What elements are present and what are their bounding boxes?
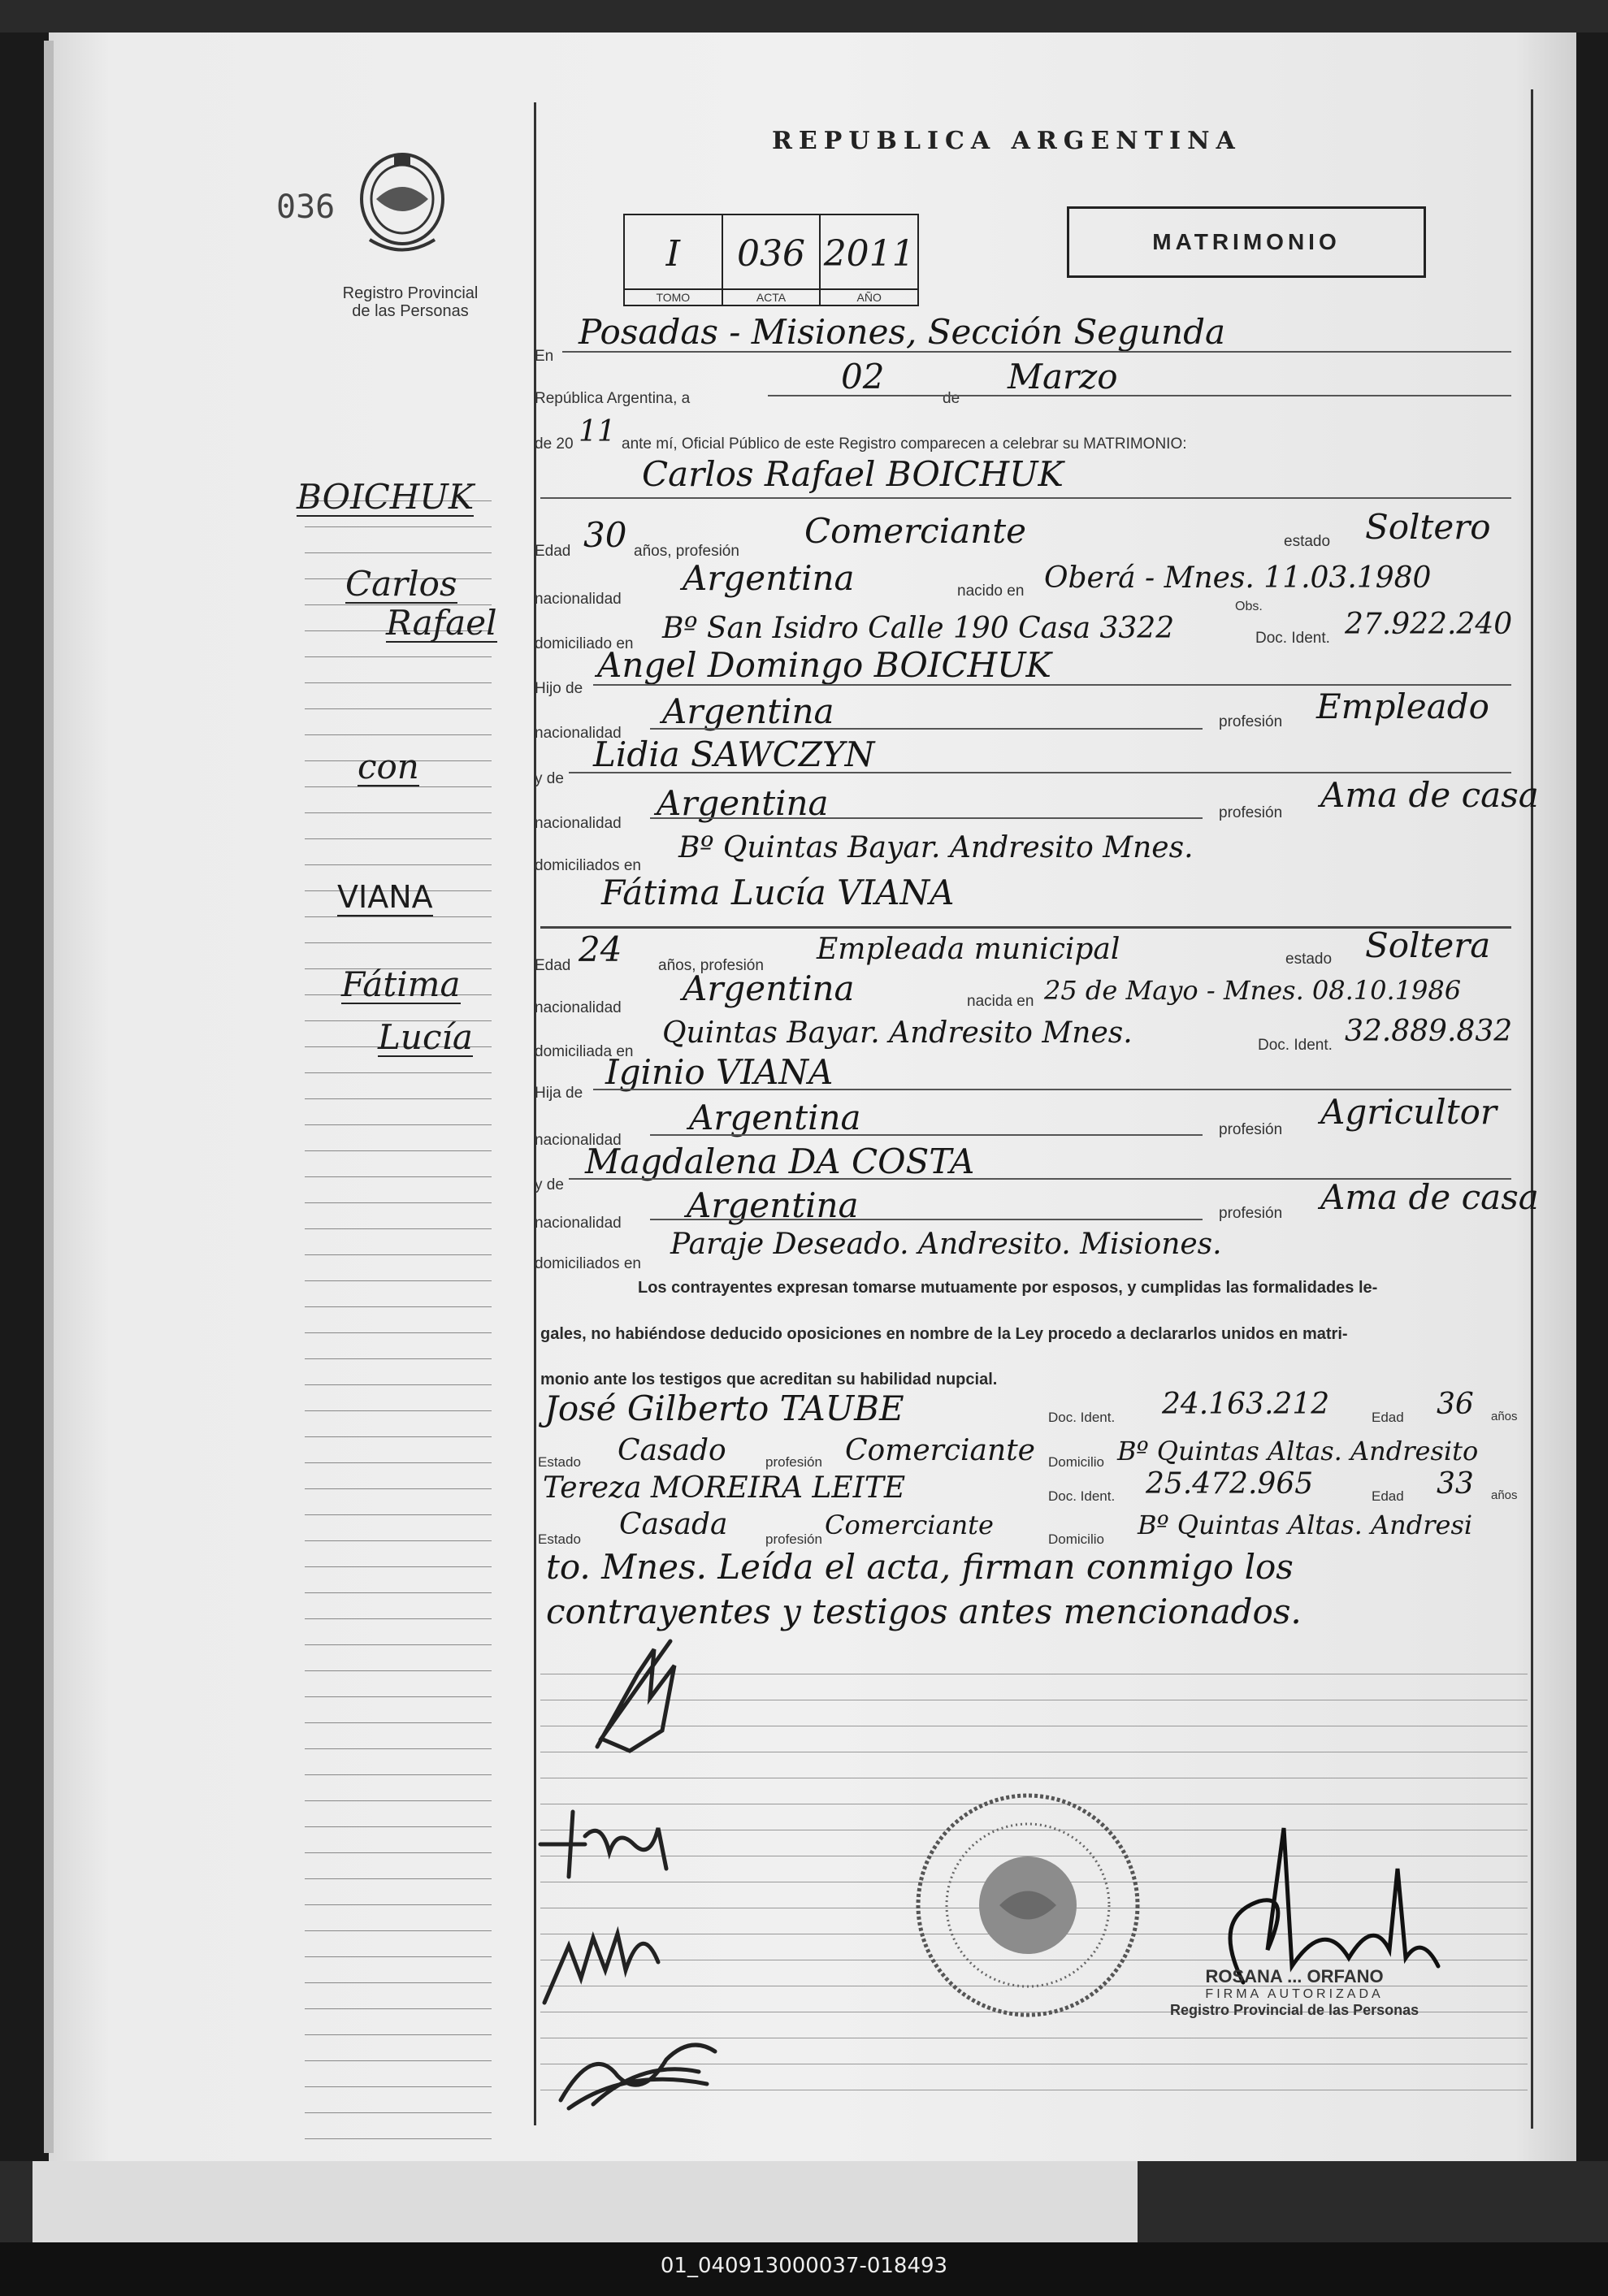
margin-rule [305, 1879, 492, 1905]
groom-dom-label: domiciliado en [535, 635, 634, 652]
margin-surname-bride: VIANA [337, 879, 433, 915]
registry-line2: de las Personas [352, 302, 469, 320]
witness1-signature [536, 1913, 674, 2011]
scan-top-border [0, 0, 1608, 32]
groom-anos-label: años, profesión [634, 543, 739, 560]
groom-domicilio: Bº San Isidro Calle 190 Casa 3322 [662, 612, 1175, 645]
groom-mother-prof-label: profesión [1219, 804, 1283, 821]
witness1-anos-label: años [1491, 1410, 1518, 1423]
margin-rule [305, 2113, 492, 2139]
officer-name: ROSANA ... ORFANO [1205, 1966, 1384, 1986]
margin-given-groom-2: Rafael [386, 603, 497, 643]
margin-rule [305, 1437, 492, 1463]
margin-rule [305, 1203, 492, 1229]
scan-bottom-border [0, 2161, 1608, 2242]
groom-father-nac: Argentina [662, 691, 834, 731]
formal-text-1: Los contrayentes expresan tomarse mutuamente por esposos, y cumplidas las formalidades le- [638, 1279, 1378, 1297]
witness1-dom-label: Domicilio [1048, 1454, 1104, 1470]
margin-rule [305, 2087, 492, 2113]
bride-father-nac: Argentina [689, 1098, 861, 1137]
margin-rule [305, 2009, 492, 2035]
witness1-estado: Casado [618, 1434, 726, 1467]
groom-estado: Soltero [1365, 507, 1491, 547]
anio-cell [821, 215, 917, 305]
margin-surname-groom: BOICHUK [297, 477, 475, 517]
groom-nacido: Oberá - Mnes. 11.03.1980 [1044, 561, 1432, 595]
margin-rule [305, 1307, 492, 1333]
image-id: 01_040913000037-018493 [660, 2254, 948, 2278]
rule [650, 728, 1203, 730]
groom-father-prof: Empleado [1316, 687, 1489, 726]
groom-nac-label: nacionalidad [535, 591, 622, 608]
margin-rule [305, 1515, 492, 1541]
bride-name: Fátima Lucía VIANA [601, 873, 955, 912]
margin-rule [305, 1541, 492, 1567]
groom-signature [540, 1625, 719, 1763]
margin-given-bride-2: Lucía [378, 1017, 473, 1057]
margin-rule [305, 1489, 492, 1515]
margin-rule [305, 683, 492, 709]
ante-text: ante mí, Oficial Público de este Registro comparecen a celebrar su MATRIMONIO: [622, 435, 1187, 453]
republica-label: República Argentina, a [535, 390, 691, 407]
margin-rule [305, 1697, 492, 1723]
witness2-edad: 33 [1437, 1467, 1474, 1501]
witness2-dom-label: Domicilio [1048, 1531, 1104, 1547]
witness2-prof-label: profesión [765, 1531, 822, 1547]
bride-estado: Soltera [1365, 925, 1491, 965]
bride-nacionalidad: Argentina [683, 968, 855, 1008]
tomo-label: TOMO [625, 288, 722, 305]
margin-rule [305, 2035, 492, 2061]
groom-doc-label: Doc. Ident. [1255, 630, 1330, 647]
margin-rule [305, 1567, 492, 1593]
witness1-domicilio: Bº Quintas Altas. Andresito [1117, 1436, 1479, 1466]
margin-given-groom-1: Carlos [345, 564, 457, 604]
bride-edad-label: Edad [535, 957, 571, 974]
rule [540, 497, 1511, 499]
witness1-profesion: Comerciante [845, 1434, 1035, 1467]
margin-rule [305, 1853, 492, 1879]
rule [650, 817, 1203, 819]
margin-rule [305, 1229, 492, 1255]
rule [650, 1219, 1203, 1220]
groom-estado-label: estado [1284, 533, 1331, 550]
witness2-name: Tereza MOREIRA LEITE [543, 1471, 906, 1505]
margin-rule [305, 1645, 492, 1671]
bride-parents-dom: Paraje Deseado. Andresito. Misiones. [670, 1228, 1222, 1261]
formal-text-2: gales, no habiéndose deducido oposiciones en nombre de la Ley procedo a declararlos unidos en matri- [540, 1325, 1348, 1343]
groom-edad-label: Edad [535, 543, 571, 560]
margin-rule [305, 1983, 492, 2009]
bride-edad: 24 [579, 929, 622, 969]
groom-father-nac-label: nacionalidad [535, 725, 622, 742]
witness2-anos-label: años [1491, 1488, 1518, 1502]
bride-nacida: 25 de Mayo - Mnes. 08.10.1986 [1044, 975, 1462, 1006]
bride-profesion: Empleada municipal [817, 933, 1120, 966]
groom-yde-label: y de [535, 770, 564, 787]
margin-con: con [358, 747, 419, 786]
witness2-edad-label: Edad [1372, 1488, 1404, 1504]
de-label: de [943, 390, 960, 407]
margin-rule [305, 1281, 492, 1307]
witness1-edad: 36 [1437, 1388, 1474, 1421]
acta-value: 036 [737, 233, 805, 275]
bride-mother-nac-label: nacionalidad [535, 1215, 622, 1232]
tomo-value: I [665, 233, 681, 275]
groom-father: Angel Domingo BOICHUK [597, 645, 1051, 685]
margin-rule [305, 1255, 492, 1281]
groom-nacionalidad: Argentina [683, 558, 855, 598]
bride-mother-nac: Argentina [687, 1185, 859, 1225]
witness1-estado-label: Estado [538, 1454, 581, 1470]
groom-parents-dom-label: domiciliados en [535, 857, 641, 874]
margin-ruling [305, 475, 492, 2139]
margin-rule [305, 1593, 492, 1619]
bride-father-nac-label: nacionalidad [535, 1132, 622, 1149]
registration-box [623, 214, 919, 306]
bride-mother-prof-label: profesión [1219, 1205, 1283, 1222]
page-number: 036 [276, 188, 336, 226]
margin-rule [305, 1125, 492, 1151]
officer-title: FIRMA AUTORIZADA [1205, 1987, 1384, 2001]
groom-name: Carlos Rafael BOICHUK [642, 454, 1064, 494]
en-label: En [535, 348, 554, 365]
month-value: Marzo [1008, 357, 1118, 396]
groom-mother-prof: Ama de casa [1320, 775, 1539, 815]
margin-rule [305, 1411, 492, 1437]
bride-father: Iginio VIANA [605, 1052, 834, 1092]
groom-profesion: Comerciante [804, 511, 1026, 551]
margin-rule [305, 1619, 492, 1645]
registry-label [317, 284, 504, 320]
groom-mother: Lidia SAWCZYN [593, 734, 875, 774]
bride-anos-label: años, profesión [658, 957, 764, 974]
registry-line1: Registro Provincial [342, 284, 479, 302]
registry-stamp-icon [910, 1787, 1146, 2023]
bride-mother: Magdalena DA COSTA [585, 1142, 975, 1181]
margin-rule [305, 1801, 492, 1827]
witness2-doc-label: Doc. Ident. [1048, 1488, 1116, 1504]
place-value: Posadas - Misiones, Sección Segunda [579, 312, 1226, 352]
witness2-signature [544, 2027, 731, 2116]
groom-edad: 30 [583, 515, 627, 555]
margin-rule [305, 839, 492, 865]
witness1-prof-label: profesión [765, 1454, 822, 1470]
witness2-estado-label: Estado [538, 1531, 581, 1547]
witness2-profesion: Comerciante [825, 1510, 994, 1540]
anio-value: 2011 [823, 233, 915, 275]
witness1-edad-label: Edad [1372, 1410, 1404, 1425]
margin-rule [305, 527, 492, 553]
rule [562, 351, 1511, 353]
closing-line1: to. Mnes. Leída el acta, firman conmigo los [546, 1547, 1294, 1587]
year-prefix: de 20 [535, 435, 574, 453]
margin-rule [305, 1671, 492, 1697]
margin-rule [305, 917, 492, 943]
margin-rule [305, 787, 492, 813]
day-value: 02 [841, 357, 885, 396]
rule [569, 772, 1511, 773]
country-title: REPUBLICA ARGENTINA [772, 127, 1242, 155]
bride-doc-label: Doc. Ident. [1258, 1037, 1333, 1054]
bride-parents-dom-label: domiciliados en [535, 1255, 641, 1272]
groom-father-prof-label: profesión [1219, 713, 1283, 730]
margin-rule [305, 1073, 492, 1099]
margin-rule [305, 1723, 492, 1749]
groom-parents-dom: Bº Quintas Bayar. Andresito Mnes. [678, 831, 1194, 864]
groom-hijo-label: Hijo de [535, 680, 583, 697]
witness1-doc: 24.163.212 [1162, 1388, 1330, 1421]
rule [593, 684, 1511, 686]
acta-label: ACTA [723, 288, 820, 305]
witness1-name: José Gilberto TAUBE [544, 1388, 904, 1428]
officer-block [1170, 1966, 1419, 2019]
tomo-cell [625, 215, 723, 305]
bride-dom-label: domiciliada en [535, 1043, 634, 1060]
margin-rule [305, 813, 492, 839]
bride-father-prof: Agricultor [1320, 1092, 1497, 1132]
witness2-domicilio: Bº Quintas Altas. Andresi [1138, 1510, 1473, 1540]
acta-cell [723, 215, 821, 305]
margin-rule [305, 657, 492, 683]
margin-rule [305, 1775, 492, 1801]
bride-signature [536, 1796, 674, 1885]
margin-rule [305, 1359, 492, 1385]
margin-rule [305, 1177, 492, 1203]
officer-org: Registro Provincial de las Personas [1170, 2002, 1419, 2018]
bride-father-prof-label: profesión [1219, 1121, 1283, 1138]
bride-domicilio: Quintas Bayar. Andresito Mnes. [662, 1016, 1133, 1050]
witness2-doc: 25.472.965 [1146, 1467, 1314, 1501]
groom-nacido-label: nacido en [957, 583, 1025, 600]
bride-mother-prof: Ama de casa [1320, 1177, 1539, 1217]
margin-given-bride-1: Fátima [341, 964, 461, 1004]
margin-rule [305, 1905, 492, 1931]
groom-doc: 27.922.240 [1345, 608, 1513, 641]
margin-rule [305, 1749, 492, 1775]
margin-rule [305, 1151, 492, 1177]
closing-line2: contrayentes y testigos antes mencionados. [546, 1592, 1302, 1631]
rule [768, 395, 1511, 396]
margin-rule [305, 1333, 492, 1359]
margin-rule [305, 1099, 492, 1125]
groom-mother-nac: Argentina [657, 783, 829, 823]
bride-doc: 32.889.832 [1345, 1015, 1513, 1048]
bride-nac-label: nacionalidad [535, 999, 622, 1016]
margin-rule [305, 1385, 492, 1411]
rule [650, 1134, 1203, 1136]
bride-estado-label: estado [1285, 951, 1333, 968]
margin-rule [305, 709, 492, 735]
margin-rule [305, 1463, 492, 1489]
bride-nacida-label: nacida en [967, 993, 1034, 1010]
formal-text-3: monio ante los testigos que acreditan su habilidad nupcial. [540, 1371, 998, 1388]
margin-rule [305, 1957, 492, 1983]
anio-label: AÑO [821, 288, 917, 305]
margin-rule [305, 1827, 492, 1853]
bride-yde-label: y de [535, 1176, 564, 1193]
groom-doc-prefix: Obs. [1235, 600, 1263, 613]
margin-rule [305, 2061, 492, 2087]
year-suffix: 11 [579, 415, 616, 448]
witness1-doc-label: Doc. Ident. [1048, 1410, 1116, 1425]
margin-rule [305, 1931, 492, 1957]
bride-hija-label: Hija de [535, 1085, 583, 1102]
provincial-seal-icon [353, 150, 451, 264]
right-border [1531, 89, 1533, 2129]
groom-mother-nac-label: nacionalidad [535, 815, 622, 832]
document-type-box: MATRIMONIO [1067, 206, 1426, 278]
rule [593, 1089, 1511, 1090]
witness2-estado: Casada [619, 1508, 728, 1541]
